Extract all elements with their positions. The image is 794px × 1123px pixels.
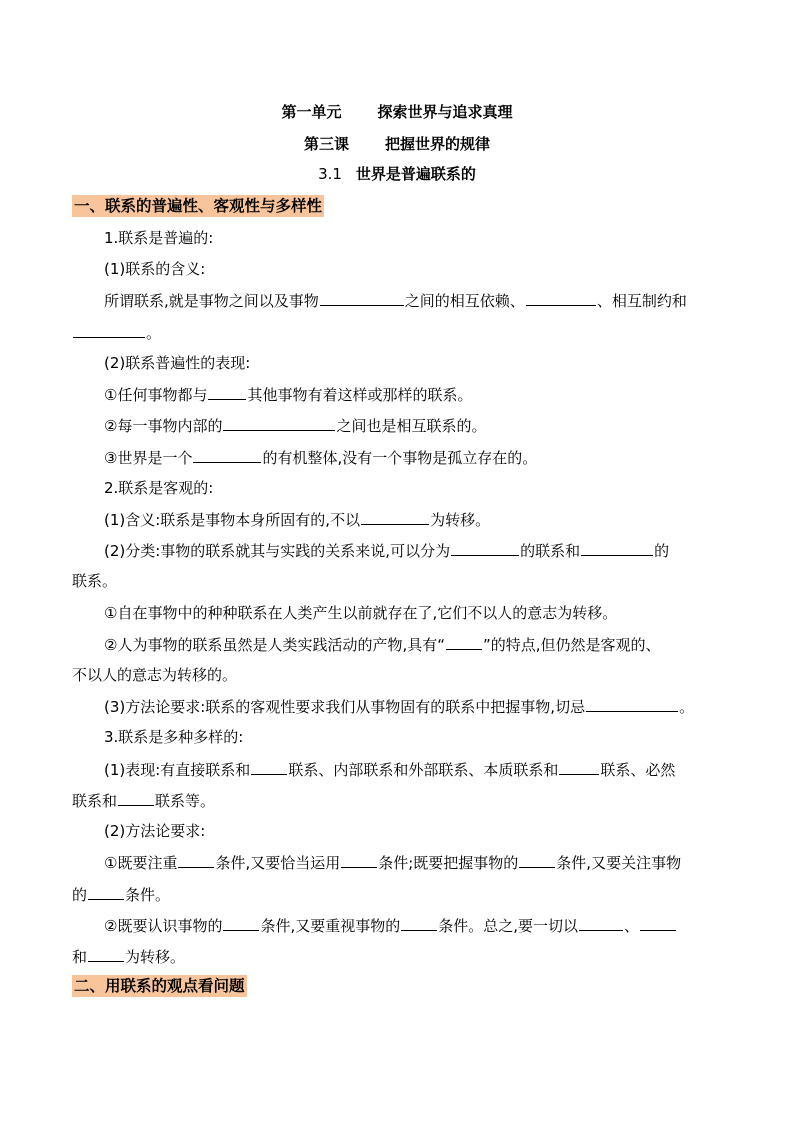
fill-blank: [526, 290, 596, 306]
fill-blank: [320, 290, 404, 306]
text-line: 1.联系是普遍的:: [104, 229, 214, 247]
lesson-name: 把握世界的规律: [385, 135, 491, 153]
fill-blank: [223, 915, 259, 931]
text-line: (2)方法论要求:: [104, 822, 206, 840]
text-line: 2.联系是客观的:: [104, 479, 214, 497]
text-line: (2)联系普遍性的表现:: [104, 354, 251, 372]
text-line: 的 条件。: [72, 886, 171, 904]
fill-blank: [178, 852, 214, 868]
text-line: (2)分类:事物的联系就其与实践的关系来说,可以分为 的联系和 的: [104, 542, 670, 560]
fill-blank: [640, 915, 676, 931]
text-line: 不以人的意志为转移的。: [72, 666, 238, 684]
section-title: [0, 164, 794, 184]
text-line: (3)方法论要求:联系的客观性要求我们从事物固有的联系中把握事物,切忌 。: [104, 698, 695, 716]
fill-blank: [251, 759, 287, 775]
text-line: 所谓联系,就是事物之间以及事物 之间的相互依赖、 、相互制约和: [104, 292, 687, 310]
section-number: 3.1: [318, 165, 342, 183]
text-line: 3.联系是多种多样的:: [104, 728, 244, 746]
fill-blank: [586, 696, 678, 712]
fill-blank: [401, 915, 437, 931]
fill-blank: [361, 509, 429, 525]
text-line: ②人为事物的联系虽然是人类实践活动的产物,具有“ ”的特点,但仍然是客观的、: [104, 636, 661, 654]
fill-blank: [223, 415, 335, 431]
text-line: ②既要认识事物的 条件,又要重视事物的 条件。总之,要一切以 、: [104, 915, 677, 936]
fill-blank: [88, 884, 124, 900]
text-line: ①任何事物都与 其他事物有着这样或那样的联系。: [104, 386, 473, 404]
section-name: 世界是普遍联系的: [355, 165, 476, 183]
fill-blank: [118, 790, 154, 806]
fill-blank: [446, 634, 482, 650]
unit-label: 第一单元: [281, 103, 342, 121]
text-line: 联系和 联系等。: [72, 792, 216, 810]
text-line: (1)表现:有直接联系和 联系、内部联系和外部联系、本质联系和 联系、必然: [104, 761, 676, 779]
text-line: ②每一事物内部的 之间也是相互联系的。: [104, 417, 487, 435]
text-line: 。: [72, 322, 161, 343]
fill-blank: [73, 322, 145, 338]
fill-blank: [451, 540, 519, 556]
text-line: ③世界是一个 的有机整体,没有一个事物是孤立存在的。: [104, 449, 538, 467]
fill-blank: [341, 852, 377, 868]
section-heading-1: 一、联系的普遍性、客观性与多样性: [74, 197, 323, 215]
text-line: ①自在事物中的种种联系在人类产生以前就存在了,它们不以人的意志为转移。: [104, 604, 618, 622]
text-line: (1)联系的含义:: [104, 260, 206, 278]
fill-blank: [208, 384, 246, 400]
fill-blank: [519, 852, 555, 868]
text-line: (1)含义:联系是事物本身所固有的,不以 为转移。: [104, 511, 491, 529]
text-line: ①既要注重 条件,又要恰当运用 条件;既要把握事物的 条件,又要关注事物: [104, 854, 682, 872]
unit-name: 探索世界与追求真理: [377, 103, 513, 121]
lesson-title: [0, 134, 794, 154]
fill-blank: [579, 915, 623, 931]
lesson-label: 第三课: [303, 135, 349, 153]
fill-blank: [581, 540, 653, 556]
text-line: 联系。: [72, 572, 118, 590]
fill-blank: [193, 447, 261, 463]
unit-title: [0, 102, 794, 122]
section-heading-2: 二、用联系的观点看问题: [74, 977, 245, 995]
fill-blank: [88, 946, 124, 962]
fill-blank: [559, 759, 599, 775]
text-line: 和 为转移。: [72, 948, 186, 966]
